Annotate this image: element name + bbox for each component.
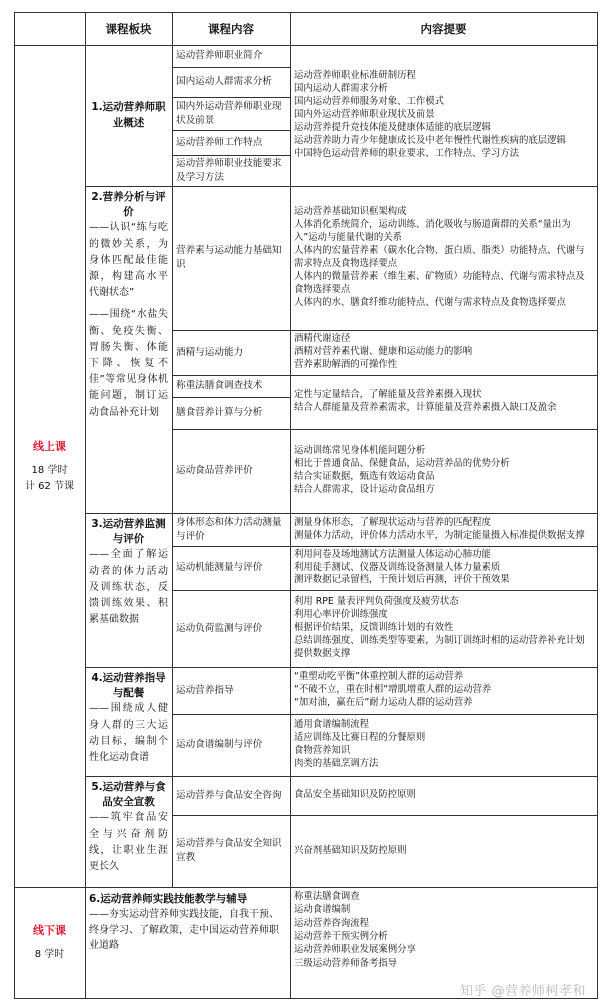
section-2-title-cell — [85, 186, 173, 514]
online-course-cell — [14, 45, 86, 888]
points-cell — [290, 429, 598, 514]
point-line: 利用徒手测试、仪器及训练设备测量人体力量素质 — [294, 561, 501, 573]
point-line: “重塑动吃平衡”体重控制人群的运动营养 — [294, 671, 464, 683]
points-cell — [290, 776, 598, 816]
point-line: 兴奋剂基础知识及防控原则 — [294, 844, 407, 856]
module-label: 运动食谱编制与评价 — [176, 739, 263, 751]
points-cell — [290, 815, 598, 888]
points-cell — [290, 714, 598, 777]
online-lessons: 计 62 节课 — [24, 480, 75, 492]
point-line: 国内外运动营养师职业现状及前景 — [294, 109, 435, 121]
header-blank — [14, 12, 86, 46]
module-cell — [172, 513, 291, 547]
module-label: 营养素与运动能力基础知识 — [176, 245, 282, 270]
point-line: 测评数据记录留档，干预计划后再测，评价干预效果 — [294, 574, 510, 586]
point-line: 定性与定量结合，了解能量及营养素摄入现状 — [294, 389, 482, 401]
point-line: 人体内的水、膳食纤维功能特点、代谢与需求特点及食物选择要点 — [294, 296, 566, 308]
point-line: 适应训练及比赛日程的分餐原则 — [294, 732, 426, 744]
section-title: 3.运动营养监测与评价 — [91, 518, 166, 546]
point-line: 国内运动人群需求分析 — [294, 83, 388, 95]
header-course-module: 课程板块 — [85, 12, 173, 46]
module-label: 运动营养师工作特点 — [176, 136, 263, 148]
points-cell — [290, 186, 598, 331]
point-line: 运动食谱编制 — [294, 904, 351, 916]
section-title: 6.运动营养师实践技能教学与辅导 — [89, 893, 248, 905]
module-label: 膳食营养计算与分析 — [176, 407, 263, 419]
point-line: 称重法膳食调查 — [294, 891, 360, 902]
point-line: 结合人群需求，设计运动食品组方 — [294, 483, 435, 495]
module-cell — [172, 130, 291, 156]
point-line: 运动营养基础知识框架构成 — [294, 206, 407, 218]
point-line: 利用问卷及场地测试方法测量人体运动心肺功能 — [294, 548, 491, 560]
point-line: 总结训练强度、训练类型等要素，为制订训练时相的运动营养补充计划提供数据支撑 — [294, 634, 585, 659]
section-description: ——筑牢食品安全与兴奋剂防线，让职业生涯更长久 — [89, 812, 168, 872]
point-line: 利用心率评价训练强度 — [294, 609, 388, 621]
point-line: 通用食谱编制流程 — [294, 719, 370, 731]
offline-label: 线下课 — [33, 924, 66, 938]
point-line: 运动营养干预实例分析 — [294, 931, 388, 943]
module-cell — [172, 815, 291, 888]
point-line: 人体消化系统简介，运动训练、消化吸收与肠道菌群的关系“量出为入”运动与能量代谢的关系 — [294, 219, 571, 244]
point-line: 运动营养师职业标准研制历程 — [294, 70, 416, 82]
module-cell — [172, 546, 291, 591]
section-description: ——围绕“水盐失衡、免疫失衡、胃肠失衡、体能下降、恢复不佳”等常见身体机能问题，制订运动食品补充计划 — [89, 309, 168, 418]
point-line: 运动营养咨询流程 — [294, 917, 370, 929]
point-line: 肉类的基础烹调方法 — [294, 757, 379, 769]
point-line: “不破不立，重在时相”增肌增重人群的运动营养 — [294, 684, 492, 696]
header-content-summary: 内容提要 — [290, 12, 598, 46]
module-label: 称重法膳食调查技术 — [176, 380, 263, 392]
section-title: 5.运动营养与食品安全宣教 — [91, 781, 166, 809]
module-label: 运动营养与食品安全知识宣教 — [176, 838, 282, 863]
module-label: 酒精与运动能力 — [176, 346, 244, 358]
module-cell — [172, 429, 291, 514]
section-title: 1.运动营养师职业概述 — [91, 101, 166, 129]
module-label: 运动食品营养评价 — [176, 465, 253, 477]
point-line: 人体内的宏量营养素（碳水化合物、蛋白质、脂类）功能特点、代谢与需求特点及食物选择要点 — [294, 245, 585, 269]
module-cell — [172, 330, 291, 376]
point-line: 利用 RPE 量表评判负荷强度及疲劳状态 — [294, 596, 459, 608]
module-label: 运动营养师职业简介 — [176, 50, 263, 62]
points-cell — [290, 513, 598, 547]
points-cell — [290, 590, 598, 668]
point-line: 结合实证数据，甄选有效运动食品 — [294, 471, 435, 482]
point-line: 测量身体形态，了解现状运动与营养的匹配程度 — [294, 516, 491, 528]
points-cell — [290, 546, 598, 591]
module-label: 运动营养指导 — [176, 684, 234, 696]
points-cell — [290, 330, 598, 376]
points-cell — [290, 667, 598, 715]
online-label: 线上课 — [33, 439, 66, 453]
point-line: 运动营养提升竞技体能及健康体适能的底层逻辑 — [294, 121, 491, 133]
module-cell — [172, 67, 291, 98]
points-cell — [290, 375, 598, 430]
section-title: 4.运动营养指导与配餐 — [91, 672, 166, 700]
module-cell — [172, 667, 291, 715]
offline-hours: 8 学时 — [34, 949, 65, 961]
section-4-title-cell — [85, 667, 173, 777]
point-line: 中国特色运动营养师的职业要求、工作特点、学习方法 — [294, 147, 520, 159]
module-cell — [172, 186, 291, 331]
module-cell — [172, 776, 291, 816]
module-label: 运动机能测量与评价 — [176, 562, 263, 574]
point-line: 食品安全基础知识及防控原则 — [294, 789, 416, 801]
practice-title-cell — [85, 887, 291, 999]
point-line: “加对油，赢在后”耐力运动人群的运动营养 — [294, 696, 473, 708]
point-line: 食物营养知识 — [294, 745, 351, 756]
point-line: 结合人群能量及营养素需求，计算能量及营养素摄入缺口及盈余 — [294, 402, 557, 413]
section-description: ——认识“练与吃的微妙关系，为身体匹配最佳能源，构建高水平代谢状态” — [89, 222, 168, 299]
module-cell — [172, 97, 291, 131]
module-label: 身体形态和体力活动测量与评价 — [176, 516, 282, 542]
online-hours: 18 学时 — [31, 465, 68, 477]
module-cell — [172, 45, 291, 68]
section-1-title-cell — [85, 45, 173, 187]
module-cell — [172, 397, 291, 430]
point-line: 运动营养师职业发展案例分享 — [294, 944, 416, 956]
module-label: 国内运动人群需求分析 — [176, 76, 272, 88]
module-label: 运动营养与食品安全咨询 — [176, 789, 282, 801]
module-cell — [172, 714, 291, 777]
section-description: ——夯实运动营养师实践技能，自我干预、终身学习、了解政策，走中国运动营养师职业道路 — [89, 909, 279, 952]
module-label: 国内外运动营养师职业现状及前景 — [176, 100, 282, 126]
module-cell — [172, 155, 291, 187]
point-line: 根据评价结果，反馈训练计划的有效性 — [294, 622, 454, 634]
module-label: 运动营养师职业技能要求及学习方法 — [176, 157, 282, 183]
watermark: 知乎 @营养师柯孝和 — [459, 984, 586, 999]
point-line: 三级运动营养师备考指导 — [294, 957, 398, 969]
point-line: 人体内的微量营养素（维生素、矿物质）功能特点、代谢与需求特点及食物选择要点 — [294, 270, 585, 295]
section-5-title-cell — [85, 776, 173, 888]
section-3-title-cell — [85, 513, 173, 668]
section-title: 2.营养分析与评价 — [91, 191, 166, 219]
section-description: ——围绕成人健身人群的三大运动目标，编制个性化运动食谱 — [89, 703, 168, 763]
module-label: 运动负荷监测与评价 — [176, 622, 263, 634]
point-line: 酒精对营养素代谢、健康和运动能力的影响 — [294, 346, 473, 358]
header-course-content: 课程内容 — [172, 12, 291, 46]
point-line: 国内运动营养师服务对象、工作模式 — [294, 96, 445, 108]
section-description: ——全面了解运动者的体力活动及训练状态，反馈训练效果、积累基础数据 — [89, 549, 168, 626]
point-line: 运动营养助力青少年健康成长及中老年慢性代谢性疾病的底层逻辑 — [294, 134, 566, 146]
point-line: 测量体力活动，评价体力活动水平，为制定能量摄入标准提供数据支撑 — [294, 529, 585, 541]
point-line: 营养素助解酒的可操作性 — [294, 358, 398, 370]
point-line: 酒精代谢途径 — [294, 333, 351, 345]
module-cell — [172, 590, 291, 668]
point-line: 相比于普通食品、保健食品，运动营养品的优势分析 — [294, 458, 510, 470]
module-cell — [172, 375, 291, 398]
offline-course-cell — [14, 887, 86, 999]
points-cell — [290, 45, 598, 187]
point-line: 运动训练常见身体机能问题分析 — [294, 445, 426, 457]
